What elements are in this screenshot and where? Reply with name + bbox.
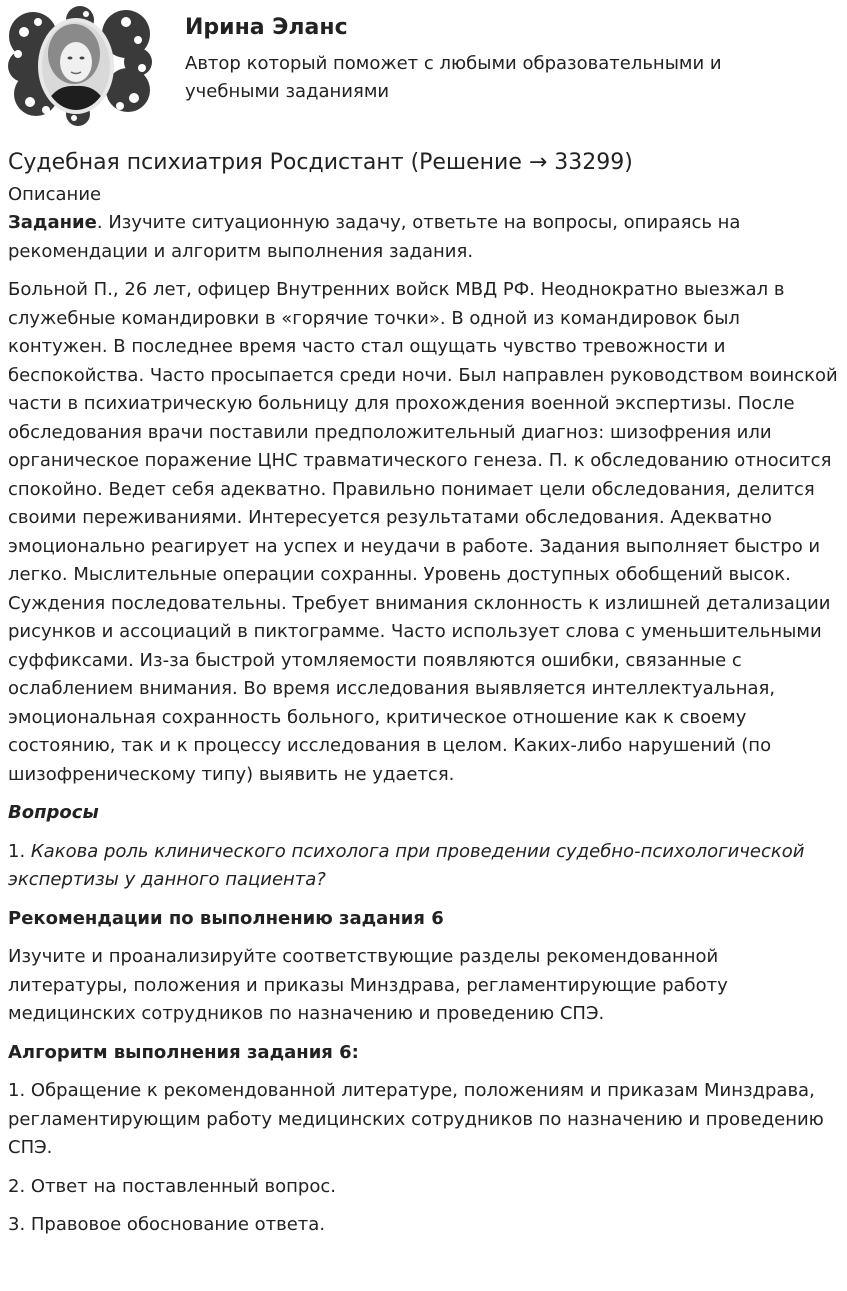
questions-heading: Вопросы [8, 802, 99, 823]
case-description: Больной П., 26 лет, офицер Внутренних войск МВД РФ. Неоднократно выезжал в служебные командировки в «горячие точки». В одной из командировок был контужен. В последнее время часто стал ощущать чувство тревожности и беспокойства. Часто просыпается среди ночи. Был направлен руководством воинской части в психиатрическую больницу для прохождения военной экспертизы. После обследования врачи поставили предположительный диагноз: шизофрения или органическое поражение ЦНС травматического генеза. П. к обследованию относится спокойно. Ведет себя адекватно. Правильно понимает цели обследования, делится своими переживаниями. Интересуется результатами обследования. Адекватно эмоционально реагирует на успех и неудачи в работе. Задания выполняет быстро и легко. Мыслительные операции сохранны. Уровень доступных обобщений высок. Суждения последовательны. Требует внимания склонность к излишней детализации рисунков и ассоциаций в пиктограмме. Часто использует слова с уменьшительными суффиксами. Из-за быстрой утомляемости появляются ошибки, связанные с ослаблением внимания. Во время исследования выявляется интеллектуальная, эмоциональная сохранность больного, критическое отношение как к своему состоянию, так и к процессу исследования в целом. Каких-либо нарушений (по шизофреническому типу) выявить не удается. [8, 279, 838, 785]
author-block [8, 6, 838, 128]
recommendations-heading: Рекомендации по выполнению задания 6 [8, 907, 444, 929]
author-photo-flower-frame-icon [8, 6, 153, 126]
algorithm-step: 3. Правовое обоснование ответа. [8, 1214, 326, 1235]
algorithm-heading: Алгоритм выполнения задания 6: [8, 1041, 359, 1063]
task-label: Задание [8, 212, 97, 233]
algorithm-step: 1. Обращение к рекомендованной литературе, положениям и приказам Минздрава, регламентирующим работу медицинских сотрудников по назначению и проведению СПЭ. [8, 1080, 824, 1158]
question-item [8, 838, 840, 895]
task-text: . Изучите ситуационную задачу, ответьте на вопросы, опираясь на рекомендации и алгоритм выполнения задания. [8, 212, 741, 262]
recommendations-text: Изучите и проанализируйте соответствующие разделы рекомендованной литературы, положения и приказы Минздрава, регламентирующие работу медицинских сотрудников по назначению и проведению СПЭ. [8, 946, 728, 1024]
description-label: Описание [8, 184, 102, 205]
author-name[interactable]: Ирина Эланс [185, 15, 348, 40]
author-avatar[interactable] [8, 6, 153, 126]
algorithm-step: 2. Ответ на поставленный вопрос. [8, 1175, 336, 1197]
page-title: Судебная психиатрия Росдистант (Решение → 33299) [8, 150, 633, 175]
author-description: Автор который поможет с любыми образовательными и учебными заданиями [185, 53, 722, 102]
question-number: 1. [8, 840, 31, 862]
question-text: Какова роль клинического психолога при проведении судебно-психологической экспертизы у данного пациента? [8, 840, 805, 890]
task-content [8, 145, 840, 1250]
task-paragraph [8, 209, 840, 266]
